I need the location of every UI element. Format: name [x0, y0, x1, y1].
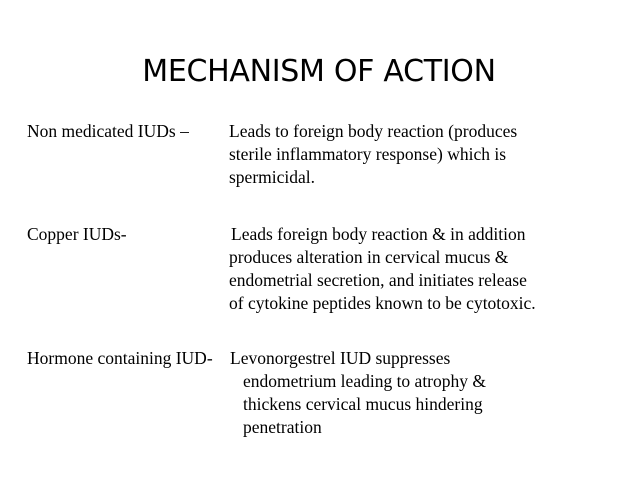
description-line: Levonorgestrel IUD suppresses — [230, 348, 451, 368]
description-line: endometrium leading to atrophy & — [243, 371, 487, 391]
term-hormone-containing-iud: Hormone containing IUD- — [27, 348, 213, 368]
description-line: spermicidal. — [229, 167, 316, 187]
description-line: endometrial secretion, and initiates release — [229, 270, 527, 290]
slide-title: MECHANISM OF ACTION — [142, 54, 496, 89]
description-line: Leads to foreign body reaction (produces — [229, 121, 518, 141]
description-line: Leads foreign body reaction & in addition — [231, 224, 526, 244]
description-line: penetration — [243, 417, 322, 437]
term-copper-iuds: Copper IUDs- — [27, 224, 127, 244]
description-line: sterile inflammatory response) which is — [229, 144, 507, 164]
description-line: thickens cervical mucus hindering — [243, 394, 483, 414]
description-line: produces alteration in cervical mucus & — [229, 247, 509, 267]
term-non-medicated-iuds: Non medicated IUDs – — [27, 121, 189, 141]
description-line: of cytokine peptides known to be cytotoxic. — [229, 293, 536, 313]
